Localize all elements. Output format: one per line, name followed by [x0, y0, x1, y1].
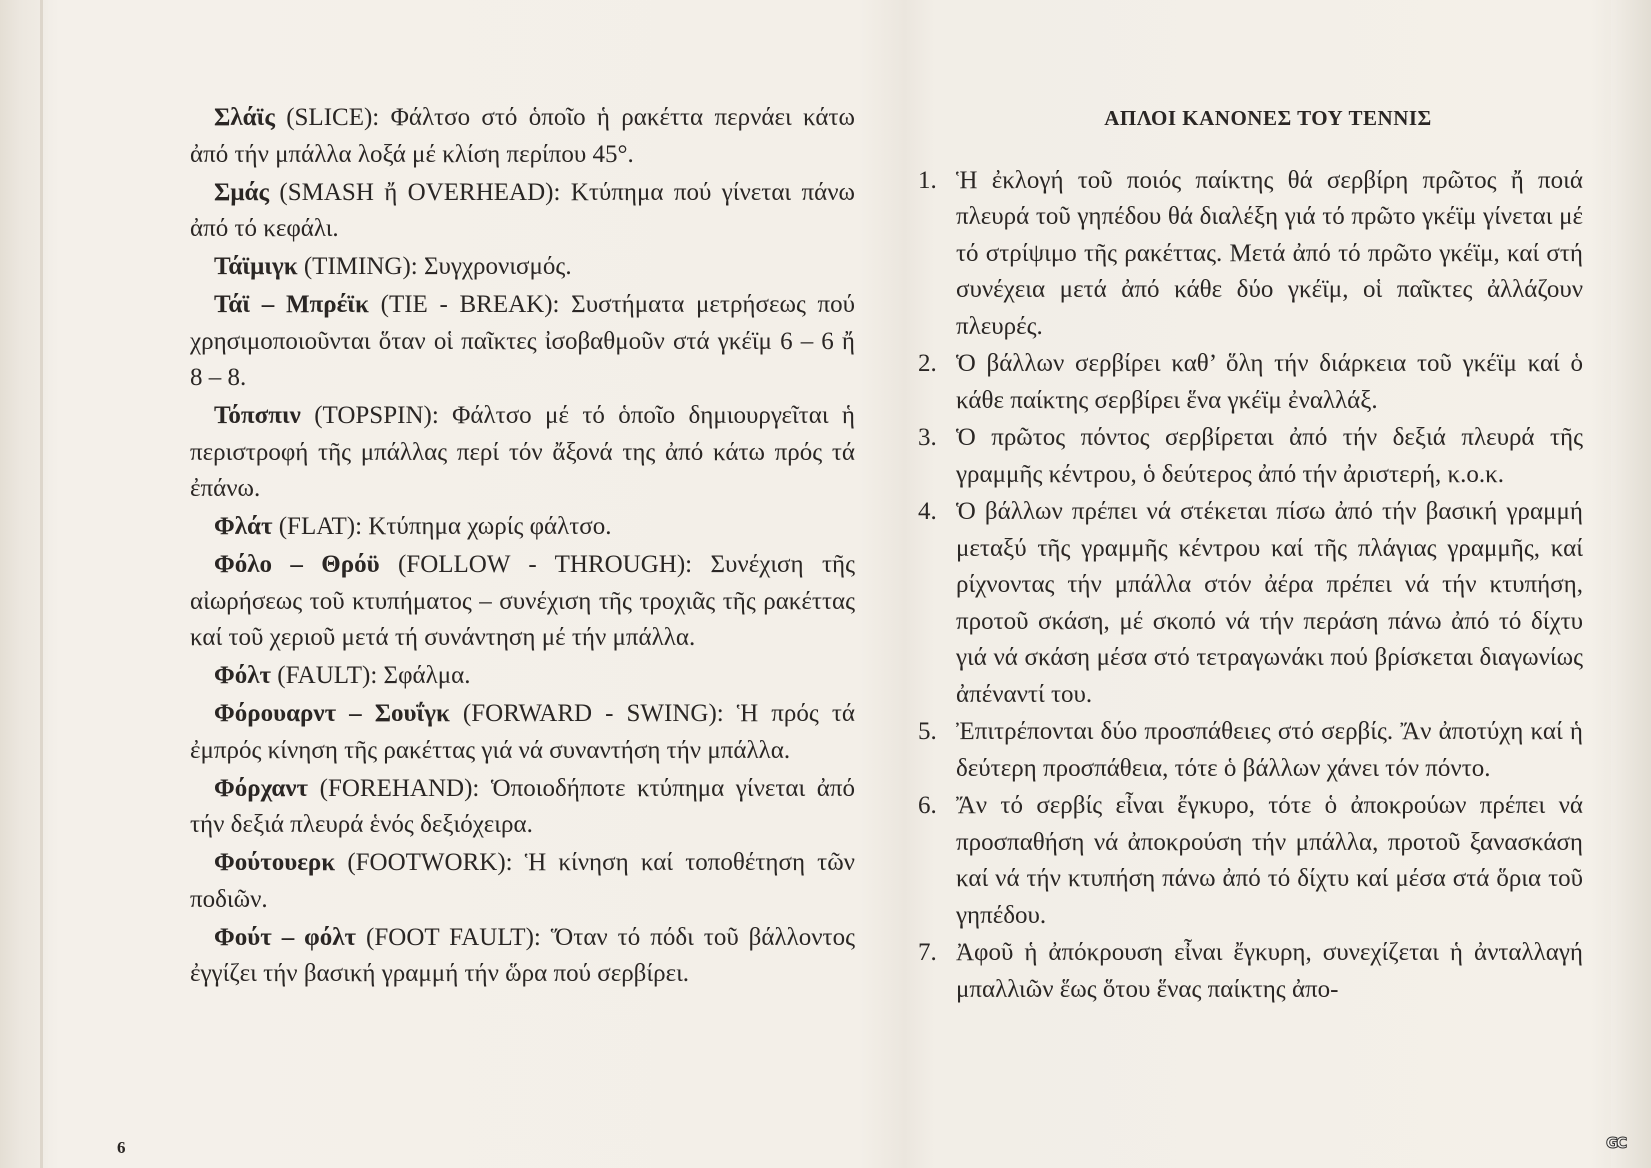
rule-item [918, 163, 1583, 346]
rule-text: Ἄν τό σερβίς εἶναι ἔγκυρο, τότε ὁ ἀποκρούων πρέπει νά προσπαθήση νά ἀποκρούση τήν μπάλλα, προτοῦ ξανασκάση καί νά τήν κτυπήση πάνω ἀπό τό δίχτυ καί μέσα στά ὅρια τοῦ γηπέδου. [956, 792, 1583, 929]
rules-list [918, 163, 1583, 1009]
glossary-definition: (FORWARD - SWING): Ἡ πρός τά ἐμπρός κίνηση τῆς ρακέττας γιά νά συναντήση τήν μπάλλα. [190, 700, 855, 764]
glossary-term: Τάϊ – Μπρέϊκ [214, 291, 369, 318]
rule-item [918, 714, 1583, 787]
glossary-term: Σλάϊς [214, 104, 275, 131]
glossary-entry [190, 509, 855, 546]
glossary-entry [190, 845, 855, 918]
page-edge-line [40, 0, 43, 1168]
rule-number: 3. [918, 424, 937, 451]
glossary-term: Φλάτ [214, 513, 273, 540]
glossary-entry [190, 658, 855, 695]
rule-number: 1. [918, 166, 937, 194]
rule-number: 2. [918, 350, 937, 377]
glossary-entry [190, 547, 855, 657]
glossary-term: Φούτ – φόλτ [214, 923, 357, 951]
rule-item [918, 788, 1583, 934]
rule-text: Ἡ ἐκλογή τοῦ ποιός παίκτης θά σερβίρη πρῶτος ἤ ποιά πλευρά τοῦ γηπέδου θά διαλέξη γιά τό πρῶτο γκέϊμ γίνεται μέ τό στρίψιμο τῆς ρακέττας. Μετά ἀπό τό πρῶτο γκέϊμ, καί στή συνέχεια μετά ἀπό κάθε δύο γκέϊμ, οἱ παῖκτες ἀλλάζουν πλευρές. [956, 166, 1583, 340]
rule-item [918, 935, 1583, 1008]
glossary-definition: (FAULT): Σφάλμα. [271, 662, 471, 689]
glossary-term: Φούτουερκ [214, 849, 336, 876]
rule-text: Ἀφοῦ ἡ ἀπόκρουση εἶναι ἔγκυρη, συνεχίζεται ἡ ἀνταλλαγή μπαλλιῶν ἕως ὅτου ἕνας παίκτης ἀπο- [956, 939, 1583, 1003]
rule-text: Ὁ βάλλων σερβίρει καθ’ ὅλη τήν διάρκεια τοῦ γκέϊμ καί ὁ κάθε παίκτης σερβίρει ἕνα γκέϊμ ἐναλλάξ. [956, 350, 1583, 414]
rule-number: 5. [918, 718, 937, 745]
rule-text: Ὁ πρῶτος πόντος σερβίρεται ἀπό τήν δεξιά πλευρά τῆς γραμμῆς κέντρου, ὁ δεύτερος ἀπό τήν ἀριστερή, κ.ο.κ. [956, 424, 1583, 488]
glossary-entry [190, 696, 855, 769]
page-edge-right [1611, 0, 1651, 1168]
glossary-entry [190, 920, 855, 993]
glossary-definition: (TIE - BREAK): Συστήματα μετρήσεως πού χρησιμοποιοῦνται ὅταν οἱ παῖκτες ἰσοβαθμοῦν στά γκέϊμ 6 – 6 ἤ 8 – 8. [190, 291, 856, 391]
rule-text: Ὁ βάλλων πρέπει νά στέκεται πίσω ἀπό τήν βασική γραμμή μεταξύ τῆς γραμμῆς κέντρου καί τῆς πλάγιας γραμμῆς, καί ρίχνοντας τήν μπάλλα στόν ἀέρα πρέπει νά τήν κτυπήση, προτοῦ σκάση, μέ σκοπό νά τήν περάση πάνω ἀπό τό δίχτυ γιά νά σκάση μέσα στό τετραγωνάκι πού βρίσκεται διαγωνίως ἀπέναντί του. [956, 498, 1583, 708]
glossary-definition: (FOLLOW - THROUGH): Συνέχιση τῆς αἰωρήσεως τοῦ κτυπήματος – συνέχιση τῆς τροχιᾶς τῆς ρακέττας καί τοῦ χεριοῦ μετά τή συνάντηση μέ τήν μπάλλα. [190, 551, 855, 651]
glossary-definition: (FLAT): Κτύπημα χωρίς φάλτσο. [272, 513, 612, 540]
glossary-entry [190, 287, 855, 397]
rule-item [918, 494, 1583, 713]
rules-column [918, 100, 1583, 1009]
glossary-entry [190, 175, 855, 248]
glossary-definition: (SMASH ἤ OVERHEAD): Κτύπημα πού γίνεται πάνω ἀπό τό κεφάλι. [190, 178, 855, 242]
rule-number: 4. [918, 498, 937, 525]
glossary-entry [190, 771, 855, 844]
rule-text: Ἐπιτρέπονται δύο προσπάθειες στό σερβίς. Ἄν ἀποτύχη καί ἡ δεύτερη προσπάθεια, τότε ὁ βάλλων χάνει τόν πόντο. [956, 718, 1583, 782]
page-number: 6 [117, 1138, 126, 1157]
rule-number: 6. [918, 792, 937, 819]
glossary-term: Τάϊμιγκ [214, 253, 298, 280]
glossary-definition: (TOPSPIN): Φάλτσο μέ τό ὁποῖο δημιουργεῖται ἡ περιστροφή τῆς μπάλλας περί τόν ἄξονά της ἀπό κάτω πρός τά ἐπάνω. [190, 402, 855, 502]
glossary-term: Φόλο – Θρόϋ [214, 551, 380, 578]
watermark-logo: GC [1606, 1134, 1626, 1152]
glossary-term: Σμάς [214, 178, 270, 206]
glossary-term: Φόλτ [214, 662, 272, 689]
rule-item [918, 420, 1583, 493]
glossary-term: Φόρουαρντ – Σουΐγκ [214, 700, 450, 727]
glossary-definition: (FOREHAND): Ὁποιοδήποτε κτύπημα γίνεται ἀπό τήν δεξιά πλευρά ἑνός δεξιόχειρα. [190, 774, 855, 838]
glossary-term: Τόπσπιν [214, 402, 301, 429]
glossary-column [190, 100, 855, 994]
glossary-term: Φόρχαντ [214, 774, 309, 802]
glossary-definition: (SLICE): Φάλτσο στό ὁποῖο ἡ ρακέττα περνάει κάτω ἀπό τήν μπάλλα λοξά μέ κλίση περίπου 45°. [190, 104, 855, 168]
glossary-definition: (FOOT FAULT): Ὅταν τό πόδι τοῦ βάλλοντος ἐγγίζει τήν βασική γραμμή τήν ὥρα πού σερβίρει. [190, 923, 855, 987]
glossary-definition: (TIMING): Συγχρονισμός. [297, 253, 572, 280]
glossary-definition: (FOOTWORK): Ἡ κίνηση καί τοποθέτηση τῶν ποδιῶν. [190, 849, 855, 913]
rules-heading: ΑΠΛΟΙ ΚΑΝΟΝΕΣ ΤΟΥ ΤΕΝΝΙΣ [1104, 106, 1432, 130]
glossary-entry [190, 249, 855, 286]
rule-number: 7. [918, 939, 937, 966]
glossary-entry [190, 398, 855, 508]
rule-item [918, 346, 1583, 419]
glossary-entry [190, 100, 855, 173]
